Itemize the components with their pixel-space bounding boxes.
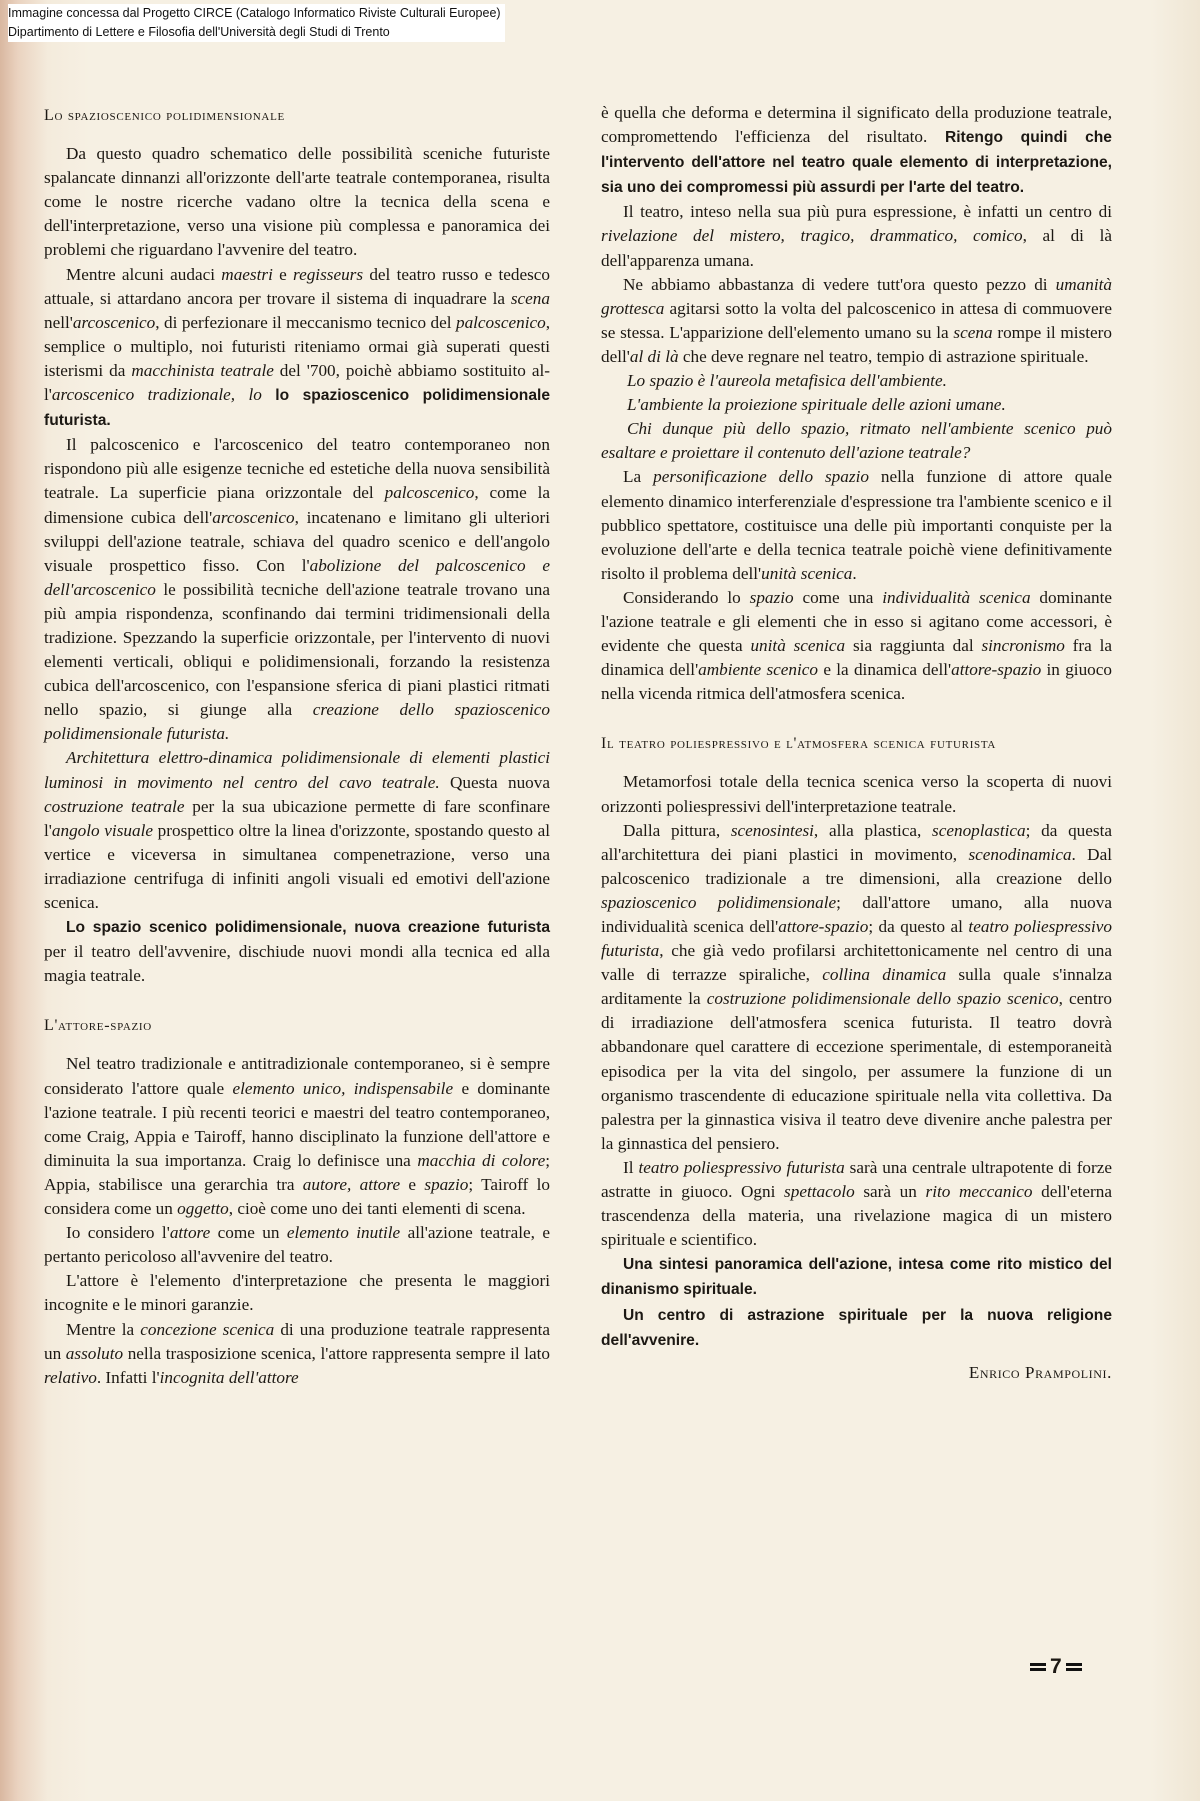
- paragraph: Il teatro, inteso nella sua più pura espressione, è infatti un centro di rivelazione del mistero, tragico, drammatico, comico, al di là dell'apparenza umana.: [601, 202, 1112, 270]
- paragraph-bold: Un centro di astrazione spirituale per la nuova religione dell'avvenire.: [601, 1306, 1112, 1349]
- paragraph-bold: Una sintesi panoramica dell'azione, intesa come rito mistico del dinanismo spirituale.: [601, 1256, 1112, 1299]
- paragraph: Architettura elettro-dinamica polidimensionale di elementi plastici luminosi in movimento nel centro del cavo teatrale. Questa nuova costruzione teatrale per la sua ubicazione permette di fare sconfinare l'angolo visuale prospettico oltre la linea d'orizzonte, spostando questo al vertice e viceversa in simultanea compenetrazione, verso una irradiazione centrifuga di infiniti angoli visuali ed emotivi dell'azione scenica.: [44, 748, 550, 912]
- credit-line-2: Dipartimento di Lettere e Filosofia dell'Università degli Studi di Trento: [8, 25, 390, 39]
- verse-line: L'ambiente la proiezione spirituale delle azioni umane.: [627, 395, 1006, 415]
- paragraph: Mentre alcuni audaci maestri e regisseurs del teatro russo e tedesco attuale, si attardano ancora per trovare il sistema di inquadrare la scena nell'arcoscenico, di perfezionare il meccanismo tecnico del palcoscenico, semplice o multiplo, noi futuristi riteniamo ormai già superati questi isterismi da macchinista teatrale del '700, poichè abbiamo sostituito all'arcoscenico tradizionale, lo lo spazioscenico polidimensionale futurista.: [44, 264, 550, 430]
- paragraph: L'attore è l'elemento d'interpretazione che presenta le maggiori incognite e le minori garanzie.: [44, 1271, 550, 1315]
- section-heading-spazioscenico: Lo spazioscenico polidimensionale: [44, 107, 285, 124]
- paragraph: La personificazione dello spazio nella funzione di attore quale elemento dinamico interferenziale d'espressione tra l'ambiente scenico e il pubblico spettatore, costituisce una delle più importanti conquiste per la evoluzione dell'arte e della tecnica teatrale poichè viene definitivamente risolto il problema dell'unità scenica.: [601, 467, 1112, 583]
- paragraph: Il teatro poliespressivo futurista sarà una centrale ultrapotente di forze astratte in giuoco. Ogni spettacolo sarà un rito meccanico dell'eterna trascendenza della materia, una rivelazione magica di un mistero spirituale e scientifico.: [601, 1157, 1112, 1250]
- credit-line-1: Immagine concessa dal Progetto CIRCE (Catalogo Informatico Riviste Culturali Europee): [8, 6, 501, 20]
- section-heading-teatro-poliespressivo: Il teatro poliespressivo e l'atmosfera scenica futurista: [601, 735, 997, 753]
- left-column: [44, 104, 550, 1390]
- verse-line: Lo spazio è l'aureola metafisica dell'ambiente.: [627, 371, 947, 391]
- section-heading-attore-spazio: L'attore-spazio: [44, 1017, 152, 1035]
- author-signature: Enrico Prampolini.: [968, 1362, 1112, 1382]
- verse-block: [601, 369, 1112, 465]
- verse-line: Chi dunque più dello spazio, ritmato nell'ambiente scenico può esaltare e proiettare il contenuto dell'azione teatrale?: [601, 419, 1112, 463]
- paragraph: Nel teatro tradizionale e antitradizionale contemporaneo, si è sempre considerato l'attore quale elemento unico, indispensabile e dominante l'azione teatrale. I più recenti teorici e maestri del teatro contemporaneo, come Craig, Appia e Tairoff, hanno disciplinato la funzione dell'attore e diminuita la sua importanza. Craig lo definisce una macchia di colore; Appia, stabilisce una gerarchia tra autore, attore e spazio; Tairoff lo considera come un oggetto, cioè come uno dei tanti elementi di scena.: [44, 1054, 550, 1219]
- paragraph: Considerando lo spazio come una individualità scenica dominante l'azione teatrale e gli elementi che in esso si agitano come accessori, è evidente che questa unità scenica sia raggiunta dal sincronismo fra la dinamica dell'ambiente scenico e la dinamica dell'attore-spazio in giuoco nella vicenda ritmica dell'atmosfera scenica.: [601, 587, 1112, 704]
- paragraph: è quella che deforma e determina il significato della produzione teatrale, compromettendo l'efficienza del risultato. Ritengo quindi che l'intervento dell'attore nel teatro quale elemento di interpretazione, sia uno dei compromessi più assurdi per l'arte del teatro.: [601, 103, 1112, 197]
- paragraph: Mentre la concezione scenica di una produzione teatrale rappresenta un assoluto nella trasposizione scenica, l'attore rappresenta sempre il lato relativo. Infatti l'incognita dell'attore: [44, 1319, 551, 1387]
- ornament-right: [1066, 1663, 1082, 1671]
- paragraph: Ne abbiamo abbastanza di vedere tutt'ora questo pezzo di umanità grottesca agitarsi sotto la volta del palcoscenico in attesa di commuovere se stessa. L'apparizione dell'elemento umano su la scena rompe il mistero dell'al di là che deve regnare nel teatro, tempio di astrazione spirituale.: [601, 274, 1112, 366]
- paragraph: Metamorfosi totale della tecnica scenica verso la scoperta di nuovi orizzonti poliespressivi dell'interpretazione teatrale.: [601, 772, 1112, 816]
- page-number: [1030, 1655, 1082, 1679]
- paragraph: Da questo quadro schematico delle possibilità sceniche futuriste spalancate dinnanzi all'orizzonte dell'arte teatrale contemporanea, risulta come le nostre ricerche vadano oltre la tecnica della scena e dell'interpretazione, verso una visione più complessa e panoramica dei problemi che riguardano l'avvenire del teatro.: [44, 144, 550, 260]
- paragraph: Dalla pittura, scenosintesi, alla plastica, scenoplastica; da questa all'architettura dei piani plastici in movimento, scenodinamica. Dal palcoscenico tradizionale a tre dimensioni, alla creazione dello spazioscenico polidimensionale; dall'attore umano, alla nuova individualità scenica dell'attore-spazio; da questo al teatro poliespressivo futurista, che già vedo profilarsi architettonicamente nel centro di una valle di terrazze spiraliche, collina dinamica sulla quale s'innalza arditamente la costruzione polidimensionale dello spazio scenico, centro di irradiazione dell'atmosfera scenica futurista. Il teatro dovrà abbandonare quel carattere di eccezione sperimentale, di estemporaneità episodica per la vita del singolo, per assumere la funzione di un organismo trascendente di educazione spirituale nella vita collettiva. Da palestra per la ginnastica visiva il teatro deve divenire anche palestra per la ginnastica del pensiero.: [601, 820, 1113, 1153]
- image-credit: [8, 4, 505, 42]
- paragraph: Lo spazio scenico polidimensionale, nuova creazione futurista per il teatro dell'avvenire, dischiude nuovi mondi alla tecnica ed alla magia teatrale.: [44, 919, 550, 986]
- paragraph: Io considero l'attore come un elemento inutile all'azione teatrale, e pertanto pericoloso all'avvenire del teatro.: [44, 1223, 550, 1267]
- right-column: [601, 101, 1112, 1385]
- paragraph: Il palcoscenico e l'arcoscenico del teatro contemporaneo non rispondono più alle esigenze tecniche ed estetiche della nuova sensibilità teatrale. La superficie piana orizzontale del palcoscenico, come la dimensione cubica dell'arcoscenico, incatenano e limitano gli ulteriori sviluppi dell'azione teatrale, schiava del quadro scenico e dell'angolo visuale prospettico fisso. Con l'abolizione del palcoscenico e dell'arcoscenico le possibilità tecniche dell'azione teatrale trovano una più ampia rispondenza, sconfinando dai termini tridimensionali della tradizione. Spezzando la superficie orizzontale, per l'intervento di nuovi elementi verticali, obliqui e polidimensionali, forzando la resistenza cubica dell'arcoscenico, con l'espansione sferica di piani plastici ritmati nello spazio, si giunge alla creazione dello spazioscenico polidimensionale futurista.: [44, 435, 551, 744]
- page-number-text: 7: [1050, 1655, 1062, 1678]
- ornament-left: [1030, 1663, 1046, 1671]
